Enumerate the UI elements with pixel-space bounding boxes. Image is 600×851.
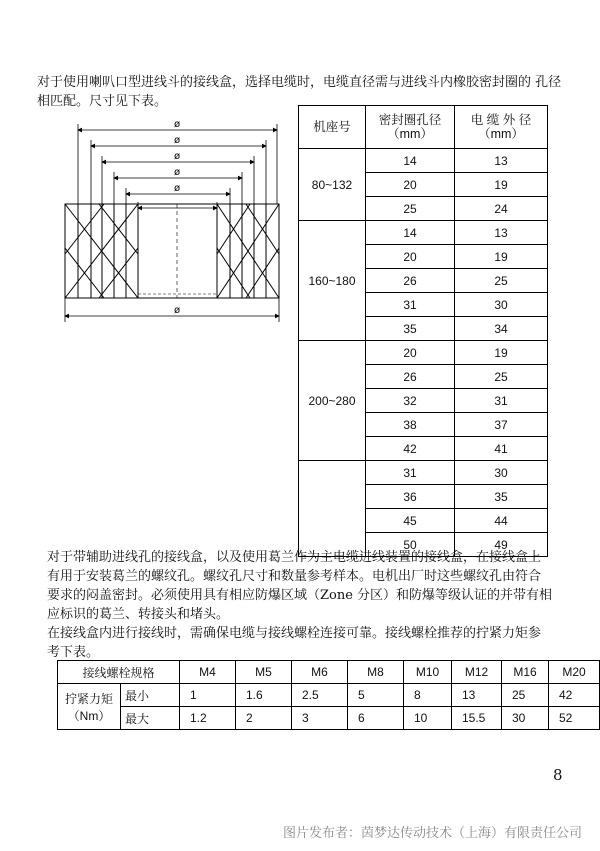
seal-cell: 25 [366,197,455,221]
dia-label: ø [173,119,181,130]
cable-cell: 30 [455,461,548,485]
seal-cell: 42 [366,437,455,461]
size-cell: M5 [236,661,292,684]
seal-cell: 50 [366,533,455,557]
max-cell: 3 [292,707,348,730]
seal-cell: 31 [366,293,455,317]
torque-max-row [58,707,600,730]
seal-cell: 26 [366,365,455,389]
header-seal-bore: 密封圈孔径 （mm） [366,106,455,149]
min-cell: 1.6 [236,684,292,707]
body-line: 要求的闷盖密封。必须使用具有相应防爆区域（Zone 分区）和防爆等级认证的并带有相 [47,588,553,603]
seal-cell: 31 [366,461,455,485]
cable-cell: 24 [455,197,548,221]
size-cell: M8 [348,661,404,684]
seal-cell: 45 [366,509,455,533]
max-cell: 2 [236,707,292,730]
cable-cell: 34 [455,317,548,341]
cable-cell: 25 [455,269,548,293]
seal-cell: 35 [366,317,455,341]
cable-cell: 13 [455,221,548,245]
max-cell: 6 [348,707,404,730]
max-cell: 15.5 [452,707,502,730]
size-cell: M4 [180,661,236,684]
seal-cell: 14 [366,221,455,245]
max-label: 最大 [121,707,180,730]
cable-cell: 35 [455,485,548,509]
cable-cell: 41 [455,437,548,461]
min-cell: 2.5 [292,684,348,707]
cable-cell: 31 [455,389,548,413]
body-line: 考下表。 [47,645,100,660]
intro-line: 对于使用喇叭口型进线斗的接线盒，选择电缆时，电缆直径需与进线斗内橡胶密封圈的 孔径 [37,75,562,90]
min-label: 最小 [121,684,180,707]
max-cell: 10 [404,707,452,730]
min-cell: 5 [348,684,404,707]
frame-cell [299,461,366,557]
cable-cell: 44 [455,509,548,533]
intro-line: 相匹配。尺寸见下表。 [37,94,168,109]
body-line: 应标识的葛兰、转接头和堵头。 [47,607,230,622]
body-line: 在接线盒内进行接线时，需确保电缆与接线螺栓连接可靠。接线螺栓推荐的拧紧力矩参 [47,626,542,641]
seal-size-table [298,105,548,557]
cable-cell: 19 [455,173,548,197]
min-cell: 42 [549,684,600,707]
min-cell: 25 [502,684,549,707]
cable-cell: 25 [455,365,548,389]
size-cell: M16 [502,661,549,684]
table-row [299,461,548,485]
torque-label: 拧紧力矩 （Nm） [58,684,121,730]
seal-cross-section-drawing [44,108,306,330]
dia-label: ø [173,305,181,316]
header-cable-od: 电 缆 外 径 （mm） [455,106,548,149]
size-cell: M12 [452,661,502,684]
min-cell: 13 [452,684,502,707]
cable-cell: 49 [455,533,548,557]
header-frame: 机座号 [299,106,366,149]
torque-min-row [58,684,600,707]
dia-label: ø [173,135,181,146]
body-line: 有用于安装葛兰的螺纹孔。螺纹孔尺寸和数量参考样本。电机出厂时这些螺纹孔由符合 [47,569,542,584]
seal-cell: 20 [366,341,455,365]
size-cell: M6 [292,661,348,684]
cable-cell: 13 [455,149,548,173]
max-cell: 52 [549,707,600,730]
cable-cell: 19 [455,341,548,365]
body-paragraph [47,548,567,662]
table-row [299,221,548,245]
table-header-row [299,106,548,149]
frame-cell: 80~132 [299,149,366,221]
seal-cell: 36 [366,485,455,509]
seal-cell: 20 [366,173,455,197]
body-line: 对于带辅助进线孔的接线盒，以及使用葛兰作为主电缆进线装置的接线盒，在接线盒上 [47,550,542,565]
min-cell: 1 [180,684,236,707]
torque-header-row [58,661,600,684]
seal-cell: 32 [366,389,455,413]
seal-cell: 20 [366,245,455,269]
seal-cell: 38 [366,413,455,437]
dia-label: ø [173,167,181,178]
dia-label: ø [173,183,181,194]
publisher-footer: 图片发布者：茵梦达传动技术（上海）有限责任公司 [282,826,582,841]
frame-cell: 160~180 [299,221,366,341]
seal-diagram [44,108,306,330]
cable-cell: 37 [455,413,548,437]
max-cell: 1.2 [180,707,236,730]
table-row [299,341,548,365]
size-cell: M10 [404,661,452,684]
max-cell: 30 [502,707,549,730]
min-cell: 8 [404,684,452,707]
page-number: 8 [553,766,563,784]
cable-cell: 30 [455,293,548,317]
table-row [299,149,548,173]
cable-cell: 19 [455,245,548,269]
spec-label: 接线螺栓规格 [58,661,180,684]
seal-cell: 26 [366,269,455,293]
seal-cell: 14 [366,149,455,173]
frame-cell: 200~280 [299,341,366,461]
dia-label: ø [173,151,181,162]
size-cell: M20 [549,661,600,684]
torque-table [57,660,600,730]
